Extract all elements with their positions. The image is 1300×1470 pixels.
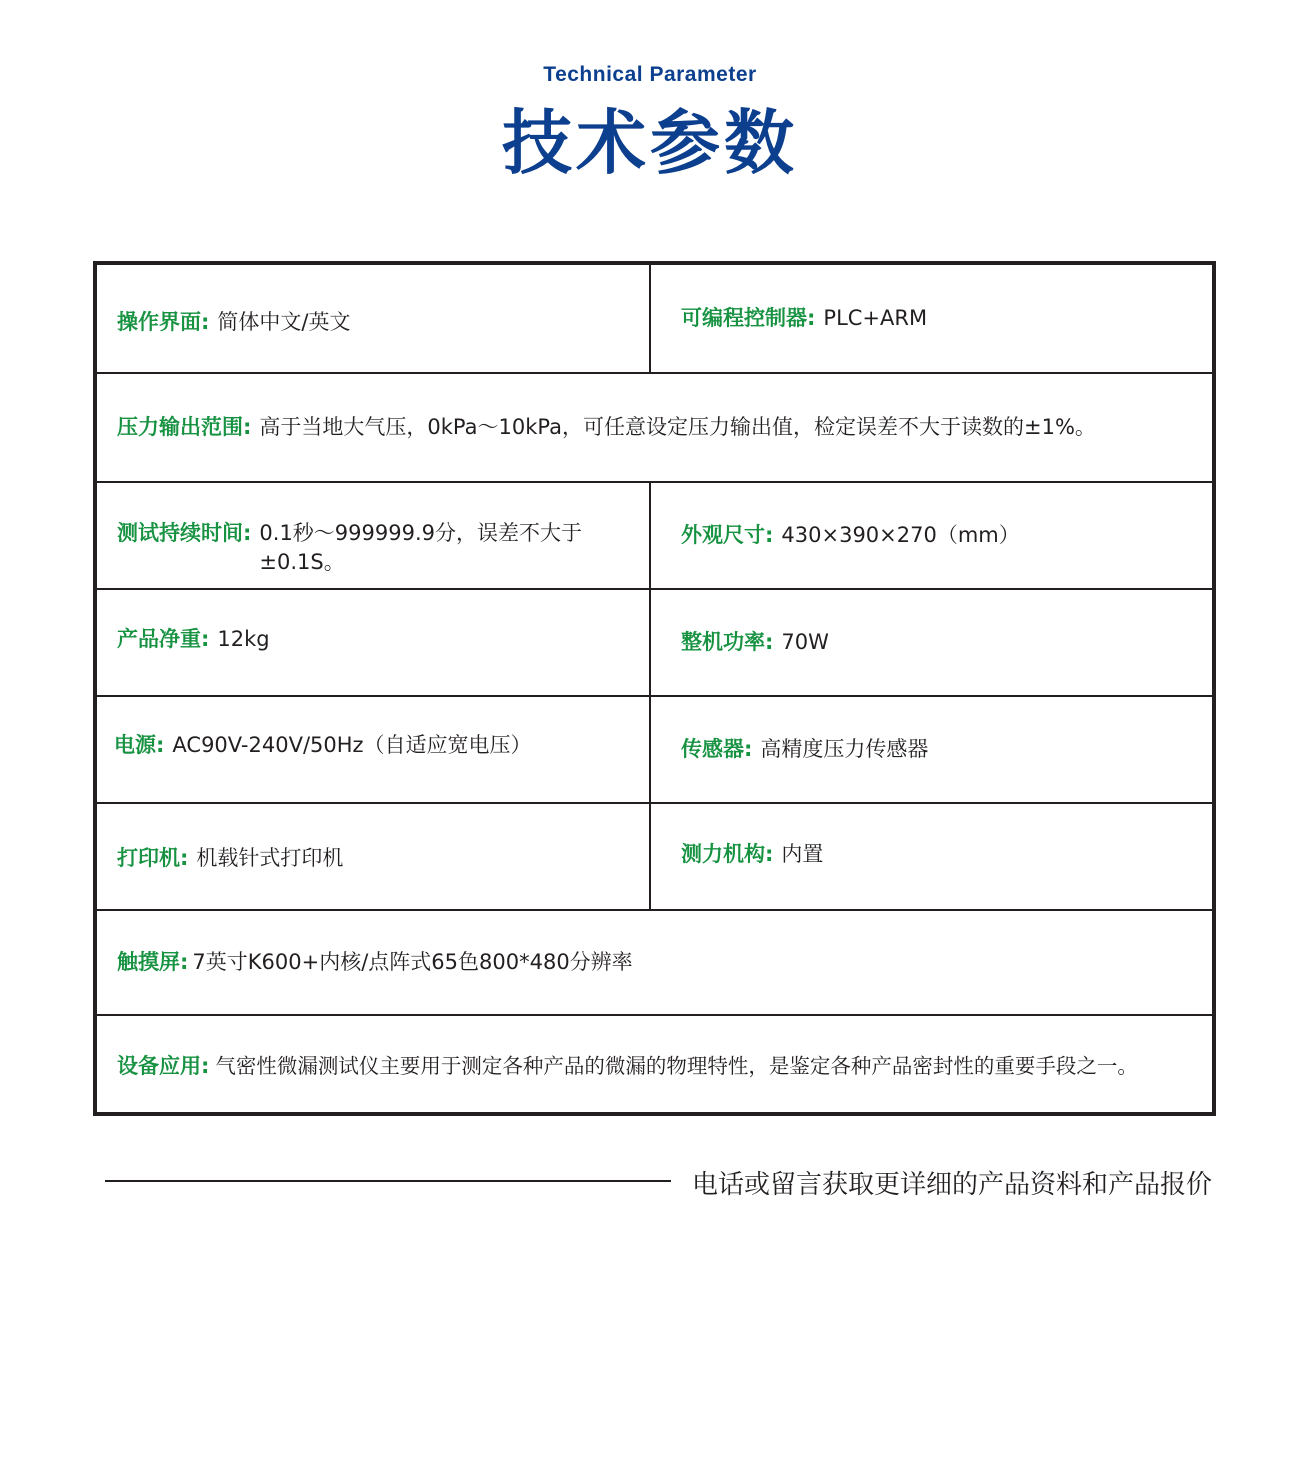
spec-value: PLC+ARM [823,306,928,330]
spec-label: 外观尺寸: [681,523,774,547]
spec-label: 可编程控制器: [681,306,816,330]
spec-label: 整机功率: [681,630,774,654]
section-subtitle: Technical Parameter [543,63,757,86]
spec-value: 高精度压力传感器 [760,737,929,761]
spec-cell-application [97,1016,1212,1112]
spec-cell-touchscreen [97,911,1212,1014]
spec-cell-ui-language [97,265,651,372]
spec-label: 电源: [114,733,165,757]
spec-label: 测力机构: [681,842,774,866]
spec-value: 12kg [217,627,270,651]
spec-value: 70W [781,630,829,654]
spec-cell-power-supply [97,697,651,802]
spec-cell-sensor [651,697,1212,802]
spec-label: 触摸屏: [117,950,189,974]
spec-value: 0.1秒～999999.9分，误差不大于±0.1S。 [259,521,583,574]
spec-cell-test-duration [97,483,651,588]
spec-value: 简体中文/英文 [217,310,351,334]
footer-divider [105,1180,671,1182]
spec-label: 产品净重: [117,627,210,651]
spec-value: 430×390×270（mm） [781,523,1020,547]
spec-cell-force-mechanism [651,804,1212,909]
spec-value: 高于当地大气压，0kPa～10kPa，可任意设定压力输出值，检定误差不大于读数的±1%。 [259,415,1096,439]
spec-label: 传感器: [681,737,753,761]
table-row [97,374,1212,483]
table-row [97,590,1212,697]
spec-cell-dimensions [651,483,1212,588]
table-row [97,911,1212,1016]
section-title: 技术参数 [502,102,798,184]
spec-value: 气密性微漏测试仪主要用于测定各种产品的微漏的物理特性，是鉴定各种产品密封性的重要手段之一。 [215,1053,1138,1078]
spec-label: 操作界面: [117,310,210,334]
spec-cell-pressure-range [97,374,1212,481]
spec-label: 压力输出范围: [117,415,252,439]
spec-value: 7英寸K600+内核/点阵式65色800*480分辨率 [192,950,633,974]
spec-label: 打印机: [117,846,189,870]
table-row [97,265,1212,374]
spec-label: 测试持续时间: [117,521,252,545]
table-row [97,1016,1212,1112]
spec-cell-power [651,590,1212,695]
spec-value: 内置 [781,842,824,866]
footer-contact-text: 电话或留言获取更详细的产品资料和产品报价 [692,1170,1213,1200]
table-row [97,483,1212,590]
spec-cell-net-weight [97,590,651,695]
spec-table [93,261,1216,1116]
table-row [97,697,1212,804]
spec-value: 机载针式打印机 [196,846,344,870]
spec-label: 设备应用: [117,1053,210,1078]
table-row [97,804,1212,911]
spec-cell-controller [651,265,1212,372]
spec-value: AC90V-240V/50Hz（自适应宽电压） [172,733,532,757]
spec-cell-printer [97,804,651,909]
